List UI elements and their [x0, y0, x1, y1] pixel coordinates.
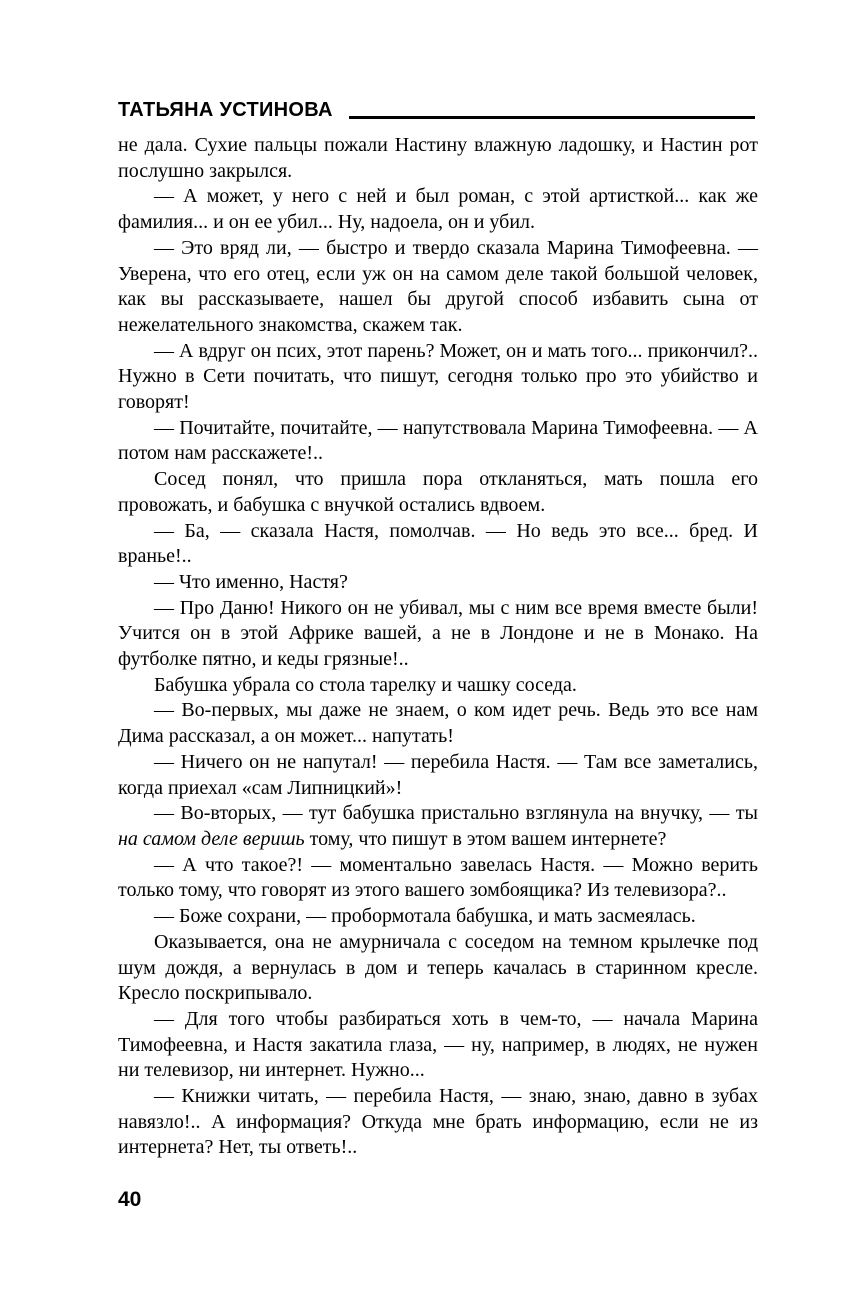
paragraph — [118, 133, 758, 184]
paragraph — [118, 1084, 758, 1161]
text-segment: — А что такое?! — моментально завелась Настя. — Можно верить только тому, что говорят из этого вашего зомбоящика? Из телевизора?.. — [118, 853, 758, 902]
text-segment: — Почитайте, почитайте, — напутствовала Марина Тимофеевна. — А потом нам расскажете!.. — [118, 416, 758, 465]
text-segment: — А вдруг он псих, этот парень? Может, он и мать того... прикончил?.. Нужно в Сети почитать, что пишут, сегодня только про это убийство и говорят! — [118, 339, 758, 414]
paragraph — [118, 236, 758, 339]
paragraph — [118, 673, 758, 699]
paragraph — [118, 596, 758, 673]
paragraph — [118, 416, 758, 467]
body-text — [118, 133, 758, 1161]
text-segment: — Во-первых, мы даже не знаем, о ком идет речь. Ведь это все нам Дима рассказал, а он может... напутать! — [118, 699, 758, 748]
paragraph — [118, 570, 758, 596]
text-segment: — Про Даню! Никого он не убивал, мы с ним все время вместе были! Учится он в этой Африке вашей, а не в Лондоне и не в Монако. На футболке пятно, и кеды грязные!.. — [118, 596, 758, 671]
text-segment: — Боже сохрани, — пробормотала бабушка, и мать засмеялась. — [154, 905, 696, 928]
text-segment: тому, что пишут в этом вашем интернете? — [304, 827, 667, 850]
paragraph — [118, 467, 758, 518]
paragraph — [118, 750, 758, 801]
paragraph — [118, 853, 758, 904]
paragraph — [118, 1007, 758, 1084]
text-segment: — Это вряд ли, — быстро и твердо сказала Марина Тимофеевна. — Уверена, что его отец, если уж он на самом деле такой большой человек, как вы рассказываете, нашел бы другой способ избавить сына от нежелательного знакомства, скажем так. — [118, 236, 758, 336]
paragraph — [118, 184, 758, 235]
text-segment: Оказывается, она не амурничала с соседом на темном крылечке под шум дождя, а вернулась в дом и теперь качалась в старинном кресле. Кресло поскрипывало. — [118, 930, 758, 1005]
page-number: 40 — [118, 1188, 142, 1211]
paragraph — [118, 339, 758, 416]
text-segment: — Во-вторых, — тут бабушка пристально взглянула на внучку, — ты — [154, 802, 758, 825]
text-segment: — Книжки читать, — перебила Настя, — знаю, знаю, давно в зубах навязло!.. А информация? Откуда мне брать информацию, если не из интернета? Нет, ты ответь!.. — [118, 1085, 758, 1159]
paragraph — [118, 698, 758, 749]
text-segment: Бабушка убрала со стола тарелку и чашку соседа. — [154, 673, 577, 696]
paragraph — [118, 930, 758, 1007]
paragraph — [118, 519, 758, 570]
text-segment: — Для того чтобы разбираться хоть в чем-то, — начала Марина Тимофеевна, и Настя закатила глаза, — ну, например, в людях, не нужен ни телевизор, ни интернет. Нужно... — [118, 1007, 758, 1082]
text-segment: не дала. Сухие пальцы пожали Настину влажную ладошку, и Настин рот послушно закрылся. — [118, 134, 758, 182]
paragraph — [118, 801, 758, 852]
running-header — [118, 100, 755, 120]
header-rule — [349, 116, 755, 119]
text-segment: — Ничего он не напутал! — перебила Настя. — Там все заметались, когда приехал «сам Липницкий»! — [118, 750, 758, 799]
paragraph — [118, 904, 758, 930]
italic-phrase: на самом деле веришь — [118, 827, 305, 850]
text-segment: — Что именно, Настя? — [154, 570, 348, 593]
text-segment: — А может, у него с ней и был роман, с этой артисткой... как же фамилия... и он ее убил... Ну, надоела, он и убил. — [118, 185, 758, 234]
text-segment: — Ба, — сказала Настя, помолчав. — Но ведь это все... бред. И вранье!.. — [118, 519, 758, 568]
text-segment: Сосед понял, что пришла пора откланяться, мать пошла его провожать, и бабушка с внучкой остались вдвоем. — [118, 468, 758, 516]
author-name: ТАТЬЯНА УСТИНОВА — [118, 99, 333, 121]
